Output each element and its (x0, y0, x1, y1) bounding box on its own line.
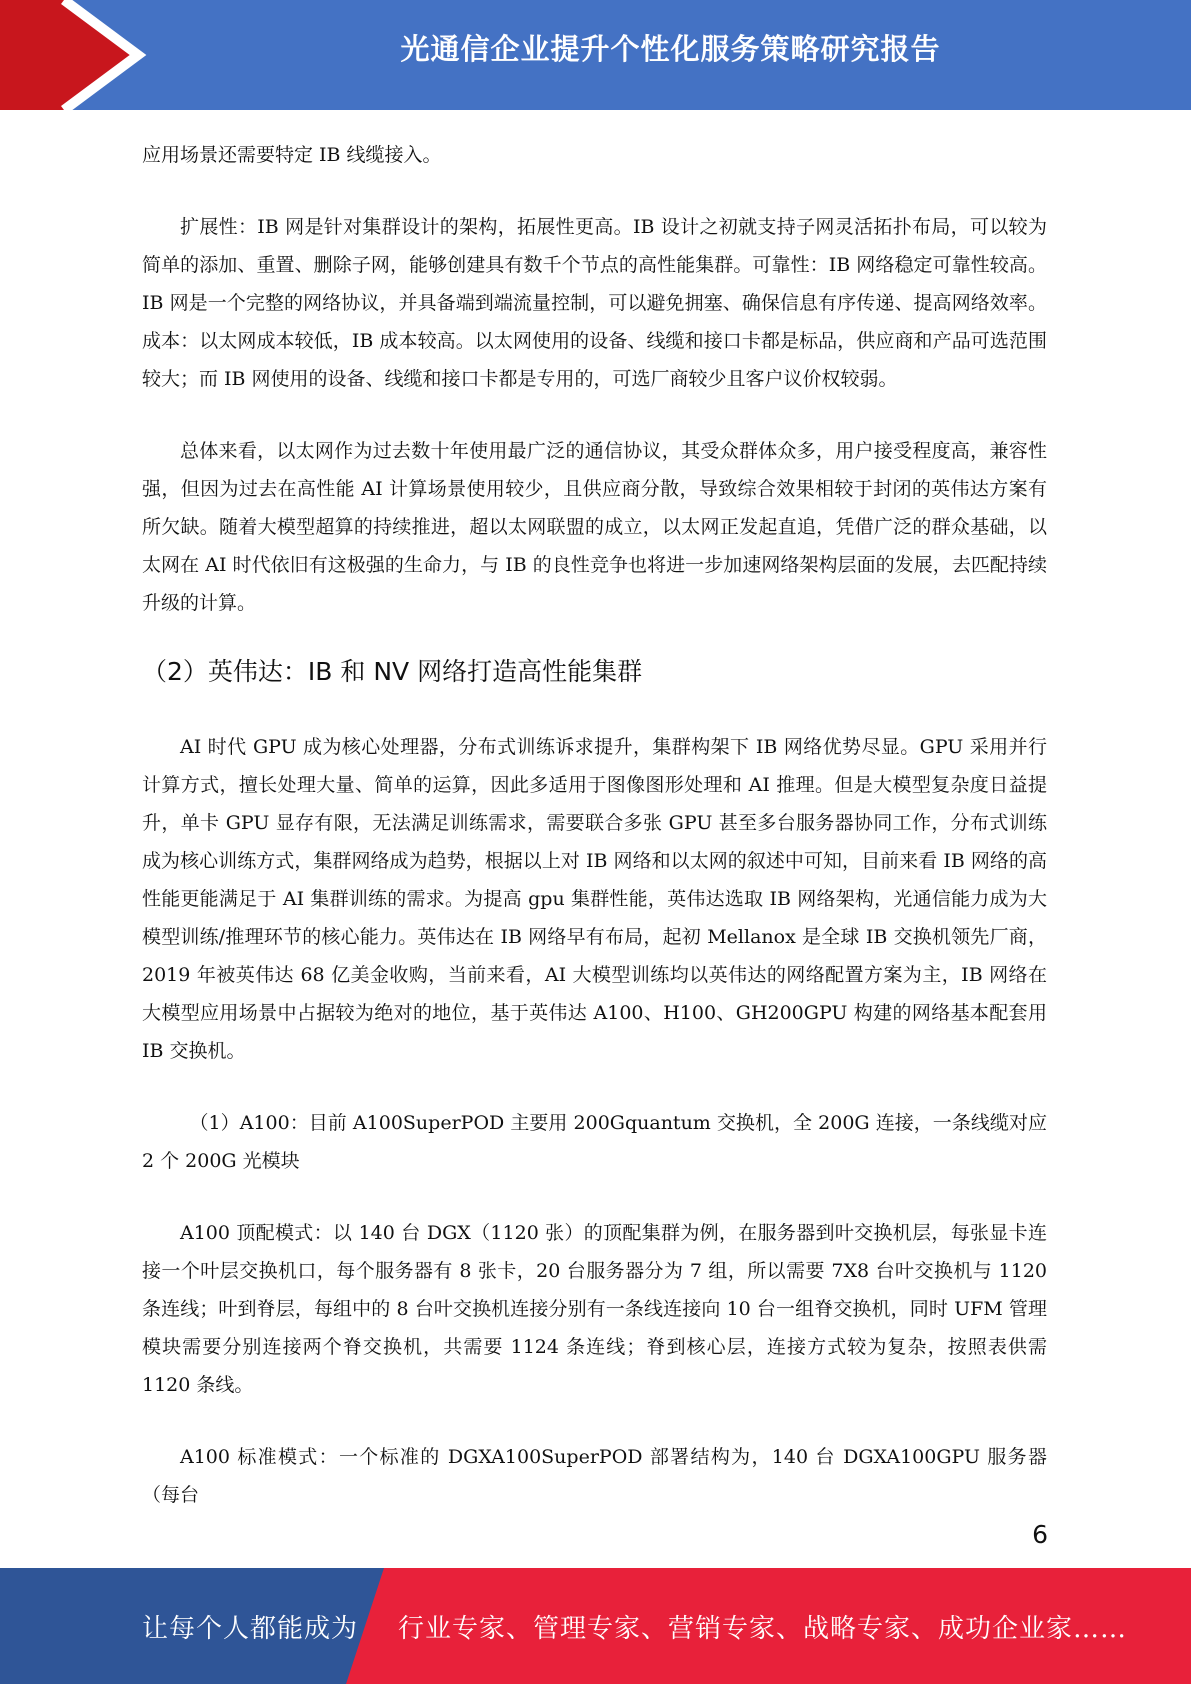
paragraph-a100-standard: A100 标准模式：一个标准的 DGXA100SuperPOD 部署结构为，140 台 DGXA100GPU 服务器（每台 (142, 1446, 1047, 1506)
paragraph-a100-top-config: A100 顶配模式：以 140 台 DGX（1120 张）的顶配集群为例，在服务器到叶交换机层，每张显卡连接一个叶层交换机口，每个服务器有 8 张卡，20 台服务器分为 7 组，所以需要 7X8 台叶交换机与 1120 条连线；叶到脊层，每组中的 8 台叶交换机连接分别有一条线连接向 10 台一组脊交换机，同时 UFM 管理模块需要分别连接两个脊交换机，共需要 1124 条连线；脊到核心层，连接方式较为复杂，按照表供需 1120 条线。 (142, 1222, 1047, 1396)
page-header (0, 0, 1191, 110)
paragraph-a100-intro: （1）A100：目前 A100SuperPOD 主要用 200Gquantum 交换机，全 200G 连接，一条线缆对应 2 个 200G 光模块 (142, 1112, 1047, 1172)
paragraph-ib-properties: 扩展性：IB 网是针对集群设计的架构，拓展性更高。IB 设计之初就支持子网灵活拓扑布局，可以较为简单的添加、重置、删除子网，能够创建具有数千个节点的高性能集群。可靠性：IB 网络稳定可靠性较高。IB 网是一个完整的网络协议，并具备端到端流量控制，可以避免拥塞、确保信息有序传递、提高网络效率。成本：以太网成本较低，IB 成本较高。以太网使用的设备、线缆和接口卡都是标品，供应商和产品可选范围较大；而 IB 网使用的设备、线缆和接口卡都是专用的，可选厂商较少且客户议价权较弱。 (142, 216, 1047, 390)
paragraph-ethernet-summary: 总体来看，以太网作为过去数十年使用最广泛的通信协议，其受众群体众多，用户接受程度高，兼容性强，但因为过去在高性能 AI 计算场景使用较少，且供应商分散，导致综合效果相较于封闭的英伟达方案有所欠缺。随着大模型超算的持续推进，超以太网联盟的成立，以太网正发起直追，凭借广泛的群众基础，以太网在 AI 时代依旧有这极强的生命力，与 IB 的良性竞争也将进一步加速网络架构层面的发展，去匹配持续升级的计算。 (142, 440, 1047, 614)
section-heading: （2）英伟达：IB 和 NV 网络打造高性能集群 (142, 657, 643, 686)
paragraph-continuation: 应用场景还需要特定 IB 线缆接入。 (142, 144, 442, 166)
footer-slogan-left: 让每个人都能成为 (142, 1614, 359, 1644)
page-content (142, 136, 1047, 1514)
footer-slogan-right: 行业专家、管理专家、营销专家、战略专家、成功企业家…… (398, 1614, 1128, 1644)
page-number: 6 (1032, 1520, 1048, 1549)
page-footer (0, 1568, 1191, 1684)
paragraph-nvidia-ib: AI 时代 GPU 成为核心处理器，分布式训练诉求提升，集群构架下 IB 网络优势尽显。GPU 采用并行计算方式，擅长处理大量、简单的运算，因此多适用于图像图形处理和 AI 推理。但是大模型复杂度日益提升，单卡 GPU 显存有限，无法满足训练需求，需要联合多张 GPU 甚至多台服务器协同工作，分布式训练成为核心训练方式，集群网络成为趋势，根据以上对 IB 网络和以太网的叙述中可知，目前来看 IB 网络的高性能更能满足于 AI 集群训练的需求。为提高 gpu 集群性能，英伟达选取 IB 网络架构，光通信能力成为大模型训练/推理环节的核心能力。英伟达在 IB 网络早有布局，起初 Mellanox 是全球 IB 交换机领先厂商，2019 年被英伟达 68 亿美金收购，当前来看，AI 大模型训练均以英伟达的网络配置方案为主，IB 网络在大模型应用场景中占据较为绝对的地位，基于英伟达 A100、H100、GH200GPU 构建的网络基本配套用 IB 交换机。 (142, 736, 1047, 1062)
report-title: 光通信企业提升个性化服务策略研究报告 (400, 32, 941, 66)
